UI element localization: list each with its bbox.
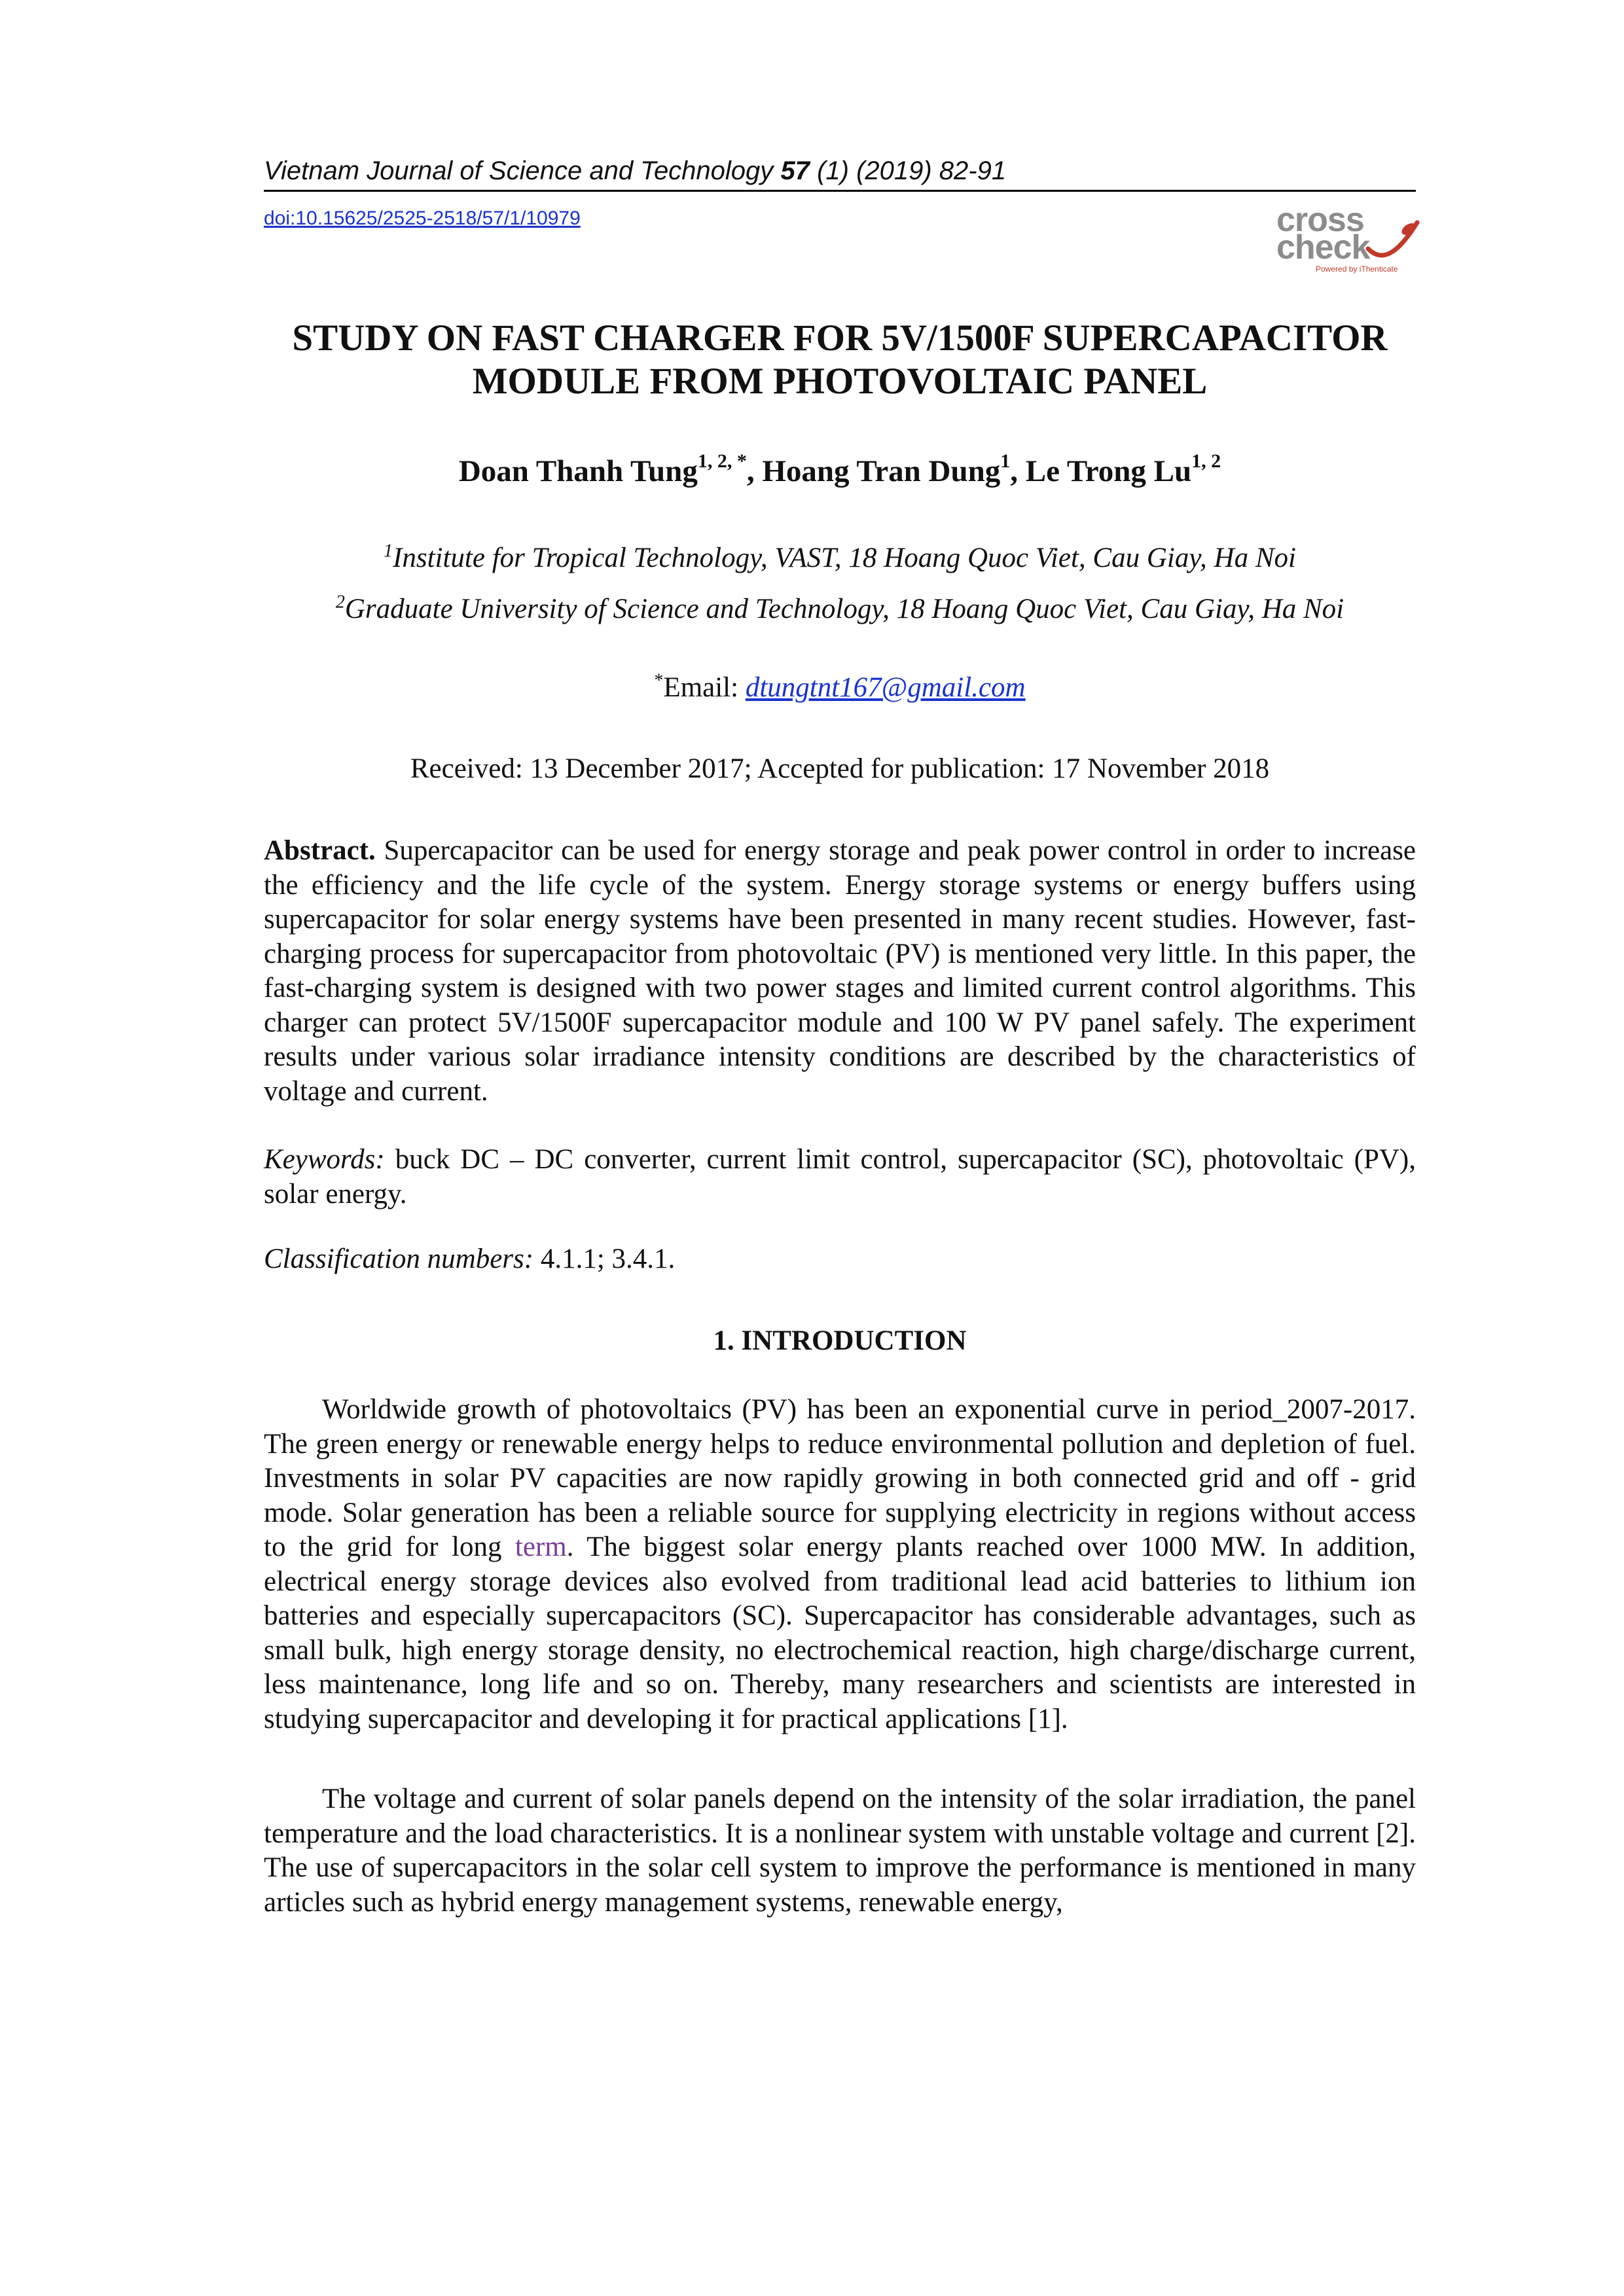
intro-paragraph-1-text: Worldwide growth of photovoltaics (PV) has been an exponential curve in period_2007-2017. The green energy or renewable energy helps to reduce environmental pollution and depletion of fuel. Investments in solar PV capacities are now rapidly growing in both connected grid and off - grid mode. Solar generation has been a reliable source for supplying electricity in regions without access to the grid for long (264, 1394, 1416, 1562)
doi-link[interactable]: doi:10.15625/2525-2518/57/1/10979 (264, 207, 581, 229)
received-dates: Received: 13 December 2017; Accepted for publication: 17 November 2018 (410, 753, 1270, 784)
paper-title (264, 317, 1416, 403)
corresponding-email (264, 670, 1416, 706)
intro-term-word: term (514, 1532, 567, 1562)
affiliation-marker: 1 (384, 541, 393, 562)
author-affiliation-marker: 1, 2, * (697, 450, 747, 473)
keywords-text: buck DC – DC converter, current limit control, supercapacitor (SC), photovoltaic (PV), solar energy. (264, 1144, 1416, 1210)
crosscheck-logo-cross: cross (1276, 201, 1364, 239)
keywords-label: Keywords: (264, 1144, 385, 1175)
intro-paragraph-2: The voltage and current of solar panels depend on the intensity of the solar irradiation, the panel temperature and the load characteristics. It is a nonlinear system with unstable voltage and current [2]. The use of supercapacitors in the solar cell system to improve the performance is mentioned in many articles such as hybrid energy management systems, renewable energy, (264, 1784, 1416, 1918)
journal-name: Vietnam Journal of Science and Technology (264, 156, 774, 185)
classification-label: Classification numbers: (264, 1244, 534, 1274)
journal-volume: 57 (780, 156, 810, 185)
section-heading-introduction: 1. INTRODUCTION (713, 1325, 967, 1356)
abstract-label: Abstract. (264, 835, 376, 866)
affiliation-marker: 2 (335, 592, 345, 613)
author-separator: , (1010, 454, 1026, 488)
classification-text: 4.1.1; 3.4.1. (533, 1244, 676, 1274)
author-name: Le Trong Lu (1025, 454, 1192, 488)
affiliation-2 (264, 592, 1416, 627)
journal-issue-pages: (1) (2019) 82-91 (817, 156, 1007, 185)
paper-title-line-2: MODULE FROM PHOTOVOLTAIC PANEL (472, 361, 1208, 402)
crosscheck-logo (1270, 203, 1424, 275)
keywords (264, 1143, 1416, 1211)
abstract (264, 834, 1416, 1109)
author-name: Doan Thanh Tung (458, 454, 698, 488)
author-separator: , (746, 454, 763, 488)
email-link[interactable]: dtungtnt167@gmail.com (745, 672, 1026, 703)
author-affiliation-marker: 1 (1000, 450, 1011, 473)
corresponding-marker: * (654, 670, 664, 691)
affiliation-1 (264, 541, 1416, 576)
abstract-text: Supercapacitor can be used for energy storage and peak power control in order to increase the efficiency and the life cycle of the system. Energy storage systems or energy buffers using supercapacitor for solar energy systems have been presented in many recent studies. However, fast-charging process for supercapacitor from photovoltaic (PV) is mentioned very little. In this paper, the fast-charging system is designed with two power stages and limited current control algorithms. This charger can protect 5V/1500F supercapacitor module and 100 W PV panel safely. The experiment results under various solar irradiance intensity conditions are described by the characteristics of voltage and current. (264, 835, 1416, 1107)
affiliation-text: Graduate University of Science and Technology, 18 Hoang Quoc Viet, Cau Giay, Ha Noi (344, 594, 1344, 624)
author-list (264, 452, 1416, 491)
email-label: Email: (663, 672, 746, 703)
affiliation-text: Institute for Tropical Technology, VAST, 18 Hoang Quoc Viet, Cau Giay, Ha Noi (393, 543, 1296, 573)
journal-header (264, 154, 1416, 192)
classification-numbers (264, 1242, 1416, 1277)
intro-paragraph-1 (264, 1393, 1416, 1736)
author-name: Hoang Tran Dung (762, 454, 1001, 488)
crosscheck-powered-by: Powered by iThenticate (1316, 264, 1398, 274)
author-affiliation-marker: 1, 2 (1191, 450, 1221, 473)
paper-title-line-1: STUDY ON FAST CHARGER FOR 5V/1500F SUPERCAPACITOR (292, 317, 1388, 359)
crosscheck-logo-check: check (1276, 228, 1370, 266)
intro-paragraph-1-text-cont: . The biggest solar energy plants reached over 1000 MW. In addition, electrical energy storage devices also evolved from traditional lead acid batteries to lithium ion batteries and especially supercapacitors (SC). Supercapacitor has considerable advantages, such as small bulk, high energy storage density, no electrochemical reaction, high charge/discharge current, less maintenance, long life and so on. Thereby, many researchers and scientists are interested in studying supercapacitor and developing it for practical applications [1]. (264, 1532, 1416, 1734)
